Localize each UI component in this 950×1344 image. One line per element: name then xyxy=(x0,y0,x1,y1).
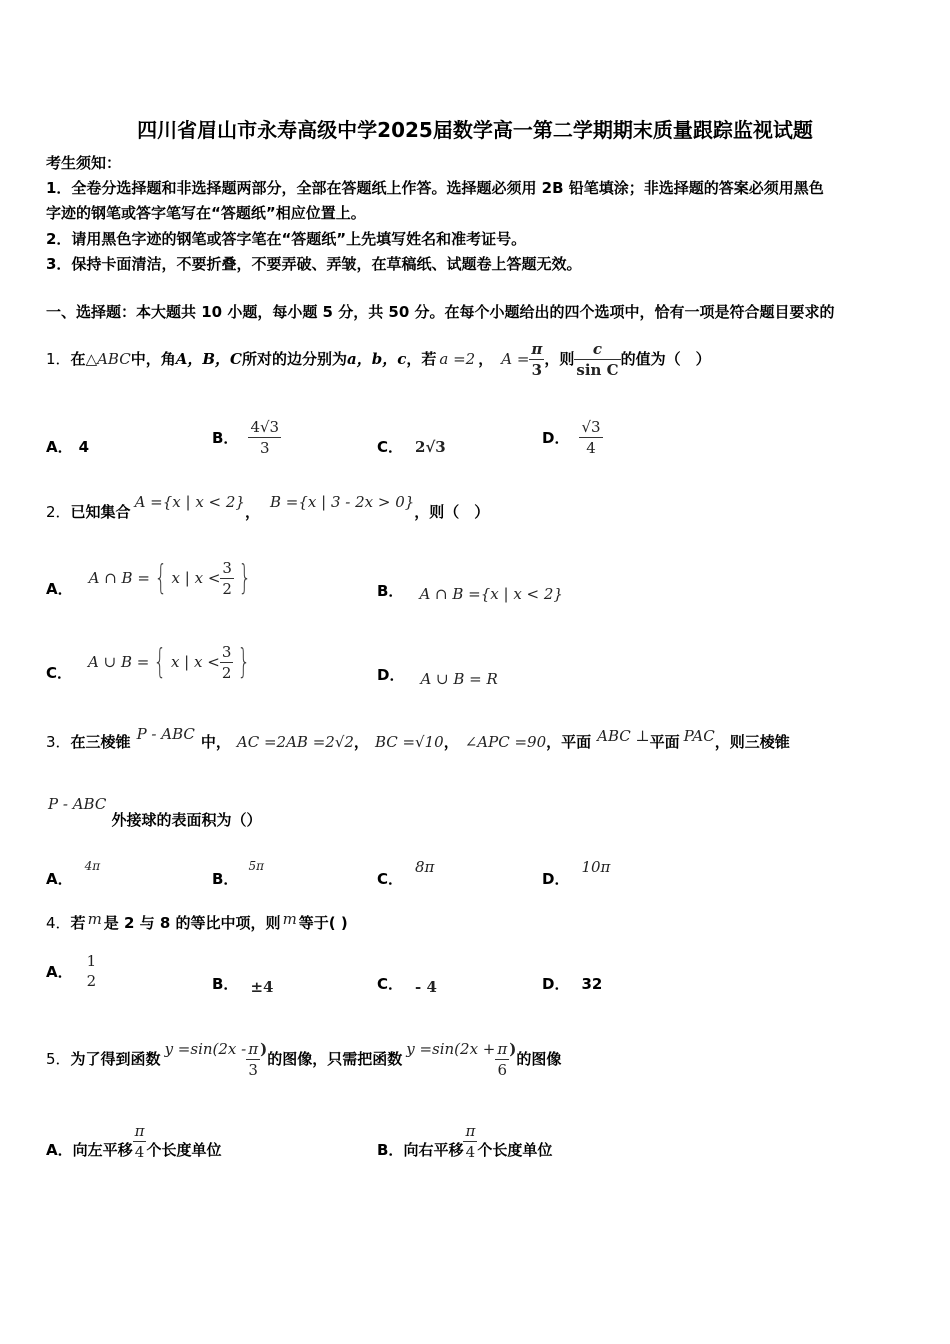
page-title: 四川省眉山市永寿高级中学2025届数学高一第二学期期末质量跟踪监视试题 xyxy=(137,118,813,142)
q2-set-b: B ={x | 3 - 2x > 0} xyxy=(270,493,415,511)
q1-number: 1． xyxy=(46,350,71,368)
q2-text: ， xyxy=(244,503,260,521)
q4-number: 4． xyxy=(46,914,71,932)
q2-text: ，则（ ） xyxy=(414,503,490,521)
q1-text: 所对的边分别为 xyxy=(242,350,348,368)
q5-function-1: y =sin(2x - xyxy=(164,1040,247,1058)
q1-angles: A，B，C xyxy=(175,350,242,368)
q3-plane-abc: ABC ⊥ xyxy=(597,727,650,745)
q1-condition-a: a =2 xyxy=(439,350,476,368)
q2-number: 2． xyxy=(46,503,71,521)
q5-number: 5． xyxy=(46,1050,71,1068)
q3-option-b[interactable]: B．$^{5\pi}$ xyxy=(212,859,264,888)
q5-function-2-paren: ) xyxy=(509,1040,517,1058)
q3-condition-2: BC =√10 xyxy=(374,733,444,751)
notice-line1a: 1．全卷分选择题和非选择题两部分，全部在答题纸上作答。选择题必须用 2B 铅笔填涂；非选择题的答案必须用黑色 xyxy=(46,179,824,197)
q1-text: 的值为（ ） xyxy=(620,350,711,368)
q3-text: 平面 xyxy=(649,733,680,751)
q4-option-b[interactable]: B． ±4 xyxy=(212,975,274,996)
q2-option-a[interactable]: A． A ∩ B = { x | x < $\frac{3}{2}$ } xyxy=(46,558,252,598)
q1-option-b[interactable]: B． $\frac{4√3}{3}$ xyxy=(212,417,280,457)
q2-option-b[interactable]: B． A ∩ B ={x | x < 2} xyxy=(377,582,563,603)
q5-option-a[interactable]: A． 向左平移 $\frac{\pi}{4}$ 个长度单位 xyxy=(46,1121,222,1161)
q1-condition-A: A = xyxy=(501,350,530,368)
q3-pyramid: P - ABC xyxy=(48,795,107,813)
q1-text: ，则 xyxy=(544,350,575,368)
q3-text: 外接球的表面积为（） xyxy=(111,811,262,829)
notice-line1b: 字迹的钢笔或答字笔写在“答题纸”相应位置上。 xyxy=(46,204,366,222)
q1-option-d[interactable]: D． $\frac{√3}{4}$ xyxy=(542,417,601,457)
q5-text: 为了得到函数 xyxy=(70,1050,161,1068)
q2-option-a-fraction: $\frac{3}{2}$ xyxy=(222,558,232,598)
q4-variable-m: m xyxy=(87,910,102,928)
q1-text: 在 xyxy=(70,350,86,368)
q4-variable-m: m xyxy=(282,910,297,928)
question-3-cont xyxy=(48,793,262,833)
q5-function-2-fraction: $\frac{\pi}{6}$ xyxy=(497,1039,508,1079)
q1-option-c[interactable]: C． 2√3 xyxy=(377,438,446,456)
q1-option-a[interactable]: A． 4 xyxy=(46,438,90,456)
q2-option-c[interactable]: C． A ∪ B = { x | x < $\frac{3}{2}$ } xyxy=(46,642,251,682)
q2-option-d[interactable]: D． A ∪ B = R xyxy=(377,666,498,688)
notice-heading: 考生须知： xyxy=(46,154,122,172)
q3-condition-1: AC =2AB =2√2 xyxy=(236,733,354,751)
q4-option-a-fraction: 1 2 xyxy=(86,952,97,990)
q3-text: ， xyxy=(443,733,459,751)
q5-text: 的图像，只需把函数 xyxy=(267,1050,403,1068)
right-brace-icon: } xyxy=(237,642,251,682)
q3-option-a[interactable]: A．$^{4\pi}$ xyxy=(46,859,101,888)
q3-pyramid: P - ABC xyxy=(136,725,195,743)
q3-option-c[interactable]: C．8π xyxy=(377,858,435,888)
q2-set-a: A ={x | x < 2} xyxy=(134,493,245,511)
q4-option-d[interactable]: D． 32 xyxy=(542,975,603,993)
q3-option-d[interactable]: D．10π xyxy=(542,858,611,888)
q2-text: 已知集合 xyxy=(70,503,131,521)
q3-text: ，则三棱锥 xyxy=(714,733,790,751)
question-2 xyxy=(46,494,489,530)
q2-option-c-fraction: $\frac{3}{2}$ xyxy=(221,642,232,682)
q1-fraction-pi-3: $\frac{\pi}{3}$ xyxy=(531,339,543,379)
q1-sides: a，b，c xyxy=(347,350,407,368)
q3-text: 在三棱锥 xyxy=(70,733,131,751)
q3-plane-pac: PAC xyxy=(683,727,715,745)
q4-option-a[interactable]: A． 1 2 xyxy=(46,952,97,990)
q4-text: 是 2 与 8 的等比中项，则 xyxy=(103,914,281,932)
q3-number: 3． xyxy=(46,733,71,751)
q5-text: 的图像 xyxy=(516,1050,562,1068)
left-brace-icon: { xyxy=(154,558,168,598)
question-5 xyxy=(46,1034,561,1084)
q5-function-1-paren: ) xyxy=(260,1040,268,1058)
section-heading: 一、选择题：本大题共 10 小题，每小题 5 分，共 50 分。在每个小题给出的四个选项中，恰有一项是符合题目要求的 xyxy=(46,303,835,321)
q5-option-b[interactable]: B． 向右平移 $\frac{\pi}{4}$ 个长度单位 xyxy=(377,1121,553,1161)
question-3 xyxy=(46,724,790,760)
question-4 xyxy=(46,912,348,934)
q1-text: 中，角 xyxy=(130,350,176,368)
q1-option-d-fraction: $\frac{√3}{4}$ xyxy=(581,417,601,457)
q4-option-c[interactable]: C． - 4 xyxy=(377,975,437,996)
q1-fraction-c-sinC: $\frac{c}{\text{sin C}}$ xyxy=(576,339,619,379)
q3-text: ，平面 xyxy=(546,733,592,751)
left-brace-icon: { xyxy=(153,642,167,682)
q5-option-b-fraction: $\frac{\pi}{4}$ xyxy=(465,1121,476,1161)
q4-text: 等于( ) xyxy=(298,914,348,932)
q1-option-b-fraction: $\frac{4√3}{3}$ xyxy=(250,417,280,457)
notice-line2: 2．请用黑色字迹的钢笔或答字笔在“答题纸”上先填写姓名和准考证号。 xyxy=(46,230,527,248)
question-1 xyxy=(46,330,711,388)
q1-text: ，若 xyxy=(406,350,437,368)
right-brace-icon: } xyxy=(238,558,252,598)
q3-text: 中， xyxy=(200,733,231,751)
notice-line3: 3．保持卡面清洁，不要折叠，不要弄破、弄皱，在草稿纸、试题卷上答题无效。 xyxy=(46,255,582,273)
q1-triangle: △ABC xyxy=(85,350,131,368)
q4-text: 若 xyxy=(70,914,86,932)
q1-text: ， xyxy=(478,350,494,368)
q5-function-2: y =sin(2x + xyxy=(406,1040,496,1058)
q3-condition-3: ∠APC =90 xyxy=(464,733,547,751)
q3-text: ， xyxy=(353,733,369,751)
q5-option-a-fraction: $\frac{\pi}{4}$ xyxy=(134,1121,145,1161)
q5-function-1-fraction: $\frac{\pi}{3}$ xyxy=(248,1039,259,1079)
